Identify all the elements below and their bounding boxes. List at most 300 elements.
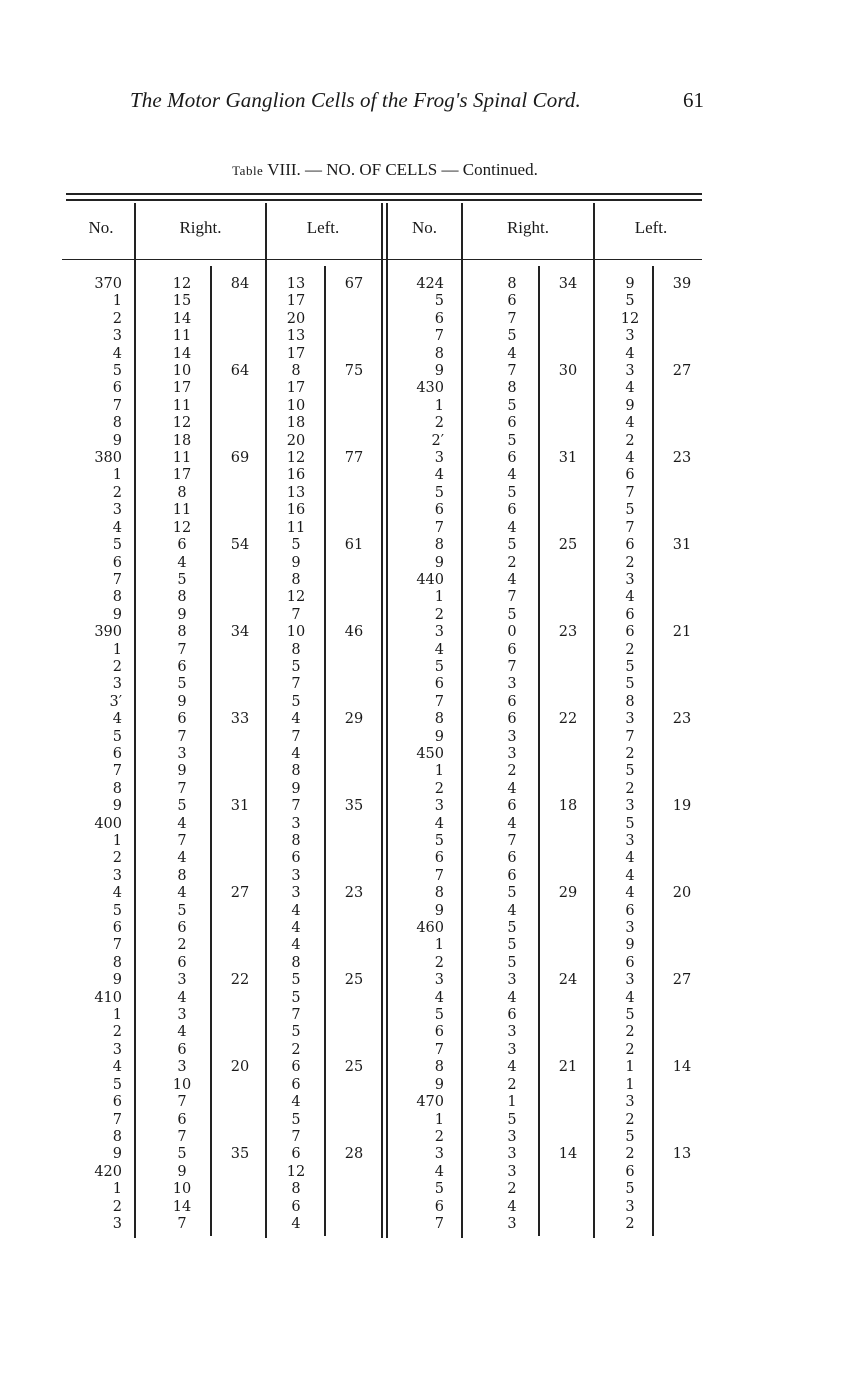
cell-no: 420 — [94, 1163, 122, 1180]
cell-left-count: 3 — [625, 798, 635, 815]
cell-right-count: 4 — [507, 345, 517, 362]
cell-no: 8 — [434, 711, 444, 728]
cell-right-count: 5 — [507, 954, 517, 971]
running-head — [130, 88, 710, 114]
cell-left-count: 5 — [625, 293, 635, 310]
cell-left-count: 10 — [286, 397, 306, 414]
cell-left-count: 7 — [291, 1128, 301, 1145]
cell-left-count: 5 — [291, 537, 301, 554]
cell-no: 400 — [94, 815, 122, 832]
table-caption-label: Table — [232, 163, 264, 178]
group-sum: 29 — [344, 711, 364, 727]
cell-no: 3 — [112, 867, 122, 884]
cell-right-count: 6 — [507, 502, 517, 519]
cell-no: 4 — [434, 989, 444, 1006]
cell-left-count: 3 — [625, 1198, 635, 1215]
cell-left-count: 4 — [625, 450, 635, 467]
header-left-1: Left. — [306, 218, 340, 237]
cell-no: 4 — [434, 467, 444, 484]
cell-left-count: 2 — [625, 745, 635, 762]
cell-right-count: 6 — [177, 920, 187, 937]
cell-right-count: 6 — [507, 798, 517, 815]
cell-no: 7 — [434, 519, 444, 536]
cell-left-count: 5 — [625, 763, 635, 780]
cell-no: 6 — [434, 1198, 444, 1215]
cell-no: 3 — [112, 328, 122, 345]
group-sum: 22 — [230, 972, 250, 988]
cell-right-count: 7 — [177, 1094, 187, 1111]
cell-right-count: 10 — [172, 363, 192, 380]
cell-no: 8 — [112, 954, 122, 971]
cell-right-count: 6 — [177, 954, 187, 971]
cell-right-count: 3 — [177, 745, 187, 762]
vrule-no2 — [461, 203, 463, 1238]
cell-right-count: 12 — [172, 415, 192, 432]
cell-right-count: 8 — [177, 867, 187, 884]
cell-right-count: 14 — [172, 310, 192, 327]
cell-right-count: 11 — [172, 397, 192, 414]
cell-no: 2 — [112, 1198, 122, 1215]
cell-left-count: 8 — [625, 693, 635, 710]
cell-left-count: 3 — [625, 972, 635, 989]
cell-no: 2 — [434, 780, 444, 797]
cell-no: 7 — [112, 1111, 122, 1128]
cell-no: 1 — [434, 763, 444, 780]
cell-right-count: 8 — [507, 276, 517, 292]
group-sum: 34 — [558, 276, 578, 292]
cell-no: 7 — [112, 397, 122, 414]
cell-left-count: 9 — [291, 780, 301, 797]
cell-left-count: 17 — [286, 380, 306, 397]
cell-right-count: 1 — [507, 1094, 517, 1111]
cell-right-count: 6 — [507, 450, 517, 467]
cell-right-count: 7 — [507, 589, 517, 606]
column-left-right — [612, 276, 648, 1233]
cell-left-count: 5 — [291, 972, 301, 989]
cell-left-count: 6 — [291, 850, 301, 867]
cell-right-count: 3 — [507, 1128, 517, 1145]
group-sum: 35 — [230, 1146, 250, 1162]
cell-right-count: 7 — [507, 658, 517, 675]
cell-no: 380 — [94, 450, 122, 467]
cell-left-count: 5 — [625, 815, 635, 832]
cell-no: 450 — [416, 745, 444, 762]
cell-no: 4 — [434, 815, 444, 832]
cell-left-count: 5 — [625, 1181, 635, 1198]
cell-left-count: 6 — [291, 1146, 301, 1163]
cell-no: 3′ — [109, 693, 122, 710]
cell-right-count: 5 — [177, 798, 187, 815]
group-sum: 21 — [672, 624, 692, 640]
column-no-right — [400, 276, 444, 1233]
cell-no: 8 — [434, 885, 444, 902]
cell-left-count: 9 — [625, 397, 635, 414]
cell-left-count: 2 — [625, 641, 635, 658]
cell-right-count: 11 — [172, 450, 192, 467]
cell-right-count: 6 — [507, 415, 517, 432]
cell-no: 8 — [112, 1128, 122, 1145]
group-sum: 69 — [230, 450, 250, 466]
cell-no: 410 — [94, 989, 122, 1006]
header-right-1: Right. — [179, 218, 222, 237]
cell-right-count: 4 — [177, 815, 187, 832]
cell-no: 470 — [416, 1094, 444, 1111]
cell-left-count: 10 — [286, 624, 306, 641]
cell-left-count: 7 — [291, 728, 301, 745]
cell-right-count: 3 — [507, 1163, 517, 1180]
cell-no: 9 — [112, 1146, 122, 1163]
cell-left-count: 5 — [291, 693, 301, 710]
cell-left-count: 5 — [291, 1111, 301, 1128]
cell-no: 8 — [112, 780, 122, 797]
cell-left-count: 2 — [625, 1146, 635, 1163]
cell-right-count: 5 — [177, 676, 187, 693]
cell-right-count: 6 — [177, 1111, 187, 1128]
group-sum: 27 — [672, 363, 692, 379]
cell-right-count: 3 — [507, 1146, 517, 1163]
cell-left-count: 2 — [625, 780, 635, 797]
group-sum: 27 — [672, 972, 692, 988]
cell-no: 5 — [112, 537, 122, 554]
cell-right-count: 7 — [177, 833, 187, 849]
cell-left-count: 2 — [625, 554, 635, 571]
cell-no: 4 — [434, 641, 444, 658]
group-sum: 46 — [344, 624, 364, 640]
cell-left-count: 8 — [291, 1181, 301, 1198]
cell-left-count: 1 — [625, 1076, 635, 1093]
group-sum: 22 — [558, 711, 578, 727]
cell-right-count: 6 — [177, 537, 187, 554]
cell-left-count: 4 — [291, 1094, 301, 1111]
group-sum: 54 — [230, 537, 250, 553]
cell-right-count: 6 — [507, 693, 517, 710]
group-sum: 20 — [672, 885, 692, 901]
cell-no: 2 — [434, 606, 444, 623]
cell-right-count: 2 — [177, 937, 187, 954]
cell-no: 3 — [434, 624, 444, 641]
cell-left-count: 8 — [291, 763, 301, 780]
cell-right-count: 5 — [507, 920, 517, 937]
cell-left-count: 6 — [291, 1198, 301, 1215]
cell-left-count: 4 — [625, 415, 635, 432]
cell-left-count: 3 — [625, 328, 635, 345]
cell-right-count: 3 — [507, 745, 517, 762]
cell-no: 4 — [112, 1059, 122, 1076]
cell-right-count: 6 — [177, 1041, 187, 1058]
cell-left-count: 7 — [291, 606, 301, 623]
group-sum: 64 — [230, 363, 250, 379]
cell-left-count: 5 — [291, 989, 301, 1006]
cell-no: 3 — [434, 798, 444, 815]
cell-no: 370 — [94, 276, 122, 292]
group-sum: 20 — [230, 1059, 250, 1075]
cell-no: 7 — [434, 1041, 444, 1058]
cell-no: 6 — [434, 850, 444, 867]
cell-left-count: 5 — [291, 1024, 301, 1041]
cell-right-count: 18 — [172, 432, 192, 449]
cell-left-count: 3 — [625, 363, 635, 380]
cell-right-count: 3 — [507, 972, 517, 989]
cell-no: 1 — [112, 293, 122, 310]
cell-no: 3 — [434, 1146, 444, 1163]
cell-left-count: 13 — [286, 484, 306, 501]
group-sum: 23 — [672, 711, 692, 727]
group-sum: 30 — [558, 363, 578, 379]
cell-right-count: 7 — [177, 1215, 187, 1232]
cell-left-count: 6 — [625, 624, 635, 641]
cell-no: 9 — [434, 902, 444, 919]
cell-no: 6 — [434, 502, 444, 519]
cell-left-count: 7 — [291, 676, 301, 693]
group-sum: 39 — [672, 276, 692, 292]
cell-right-count: 6 — [507, 711, 517, 728]
cell-left-count: 9 — [291, 554, 301, 571]
cell-no: 440 — [416, 571, 444, 588]
header-no-1: No. — [88, 218, 114, 237]
vrule-double-b — [386, 203, 388, 1238]
cell-left-count: 3 — [625, 833, 635, 849]
cell-right-count: 12 — [172, 276, 192, 292]
cell-right-count: 7 — [507, 833, 517, 849]
cell-left-count: 17 — [286, 345, 306, 362]
cell-no: 2 — [112, 310, 122, 327]
cell-right-count: 5 — [177, 1146, 187, 1163]
cell-right-count: 4 — [507, 519, 517, 536]
vrule-inner-left1 — [324, 266, 326, 1236]
group-sum: 19 — [672, 798, 692, 814]
cell-left-count: 5 — [625, 502, 635, 519]
cell-right-count: 6 — [177, 711, 187, 728]
cell-left-count: 6 — [625, 467, 635, 484]
cell-left-count: 8 — [291, 833, 301, 849]
cell-no: 7 — [434, 1215, 444, 1232]
cell-no: 2 — [434, 1128, 444, 1145]
cell-no: 9 — [434, 554, 444, 571]
cell-right-count: 4 — [177, 554, 187, 571]
cell-right-count: 4 — [177, 885, 187, 902]
cell-left-count: 12 — [286, 450, 306, 467]
cell-no: 9 — [112, 972, 122, 989]
cell-left-count: 5 — [291, 658, 301, 675]
cell-right-count: 10 — [172, 1181, 192, 1198]
cell-no: 5 — [434, 484, 444, 501]
cell-right-count: 9 — [177, 763, 187, 780]
cell-right-count: 5 — [507, 484, 517, 501]
cell-no: 8 — [434, 345, 444, 362]
cell-right-count: 8 — [507, 380, 517, 397]
cell-no: 5 — [112, 728, 122, 745]
cell-no: 9 — [112, 798, 122, 815]
cell-left-count: 18 — [286, 415, 306, 432]
group-sum: 75 — [344, 363, 364, 379]
cell-right-count: 5 — [507, 432, 517, 449]
running-title: The Motor Ganglion Cells of the Frog's Spinal Cord. — [130, 88, 581, 112]
group-sum: 18 — [558, 798, 578, 814]
cell-right-count: 3 — [507, 1024, 517, 1041]
cell-right-count: 17 — [172, 467, 192, 484]
cell-no: 5 — [112, 363, 122, 380]
cell-no: 1 — [112, 467, 122, 484]
cell-no: 2 — [112, 484, 122, 501]
vrule-no1 — [134, 203, 136, 1238]
cell-no: 1 — [112, 641, 122, 658]
cell-left-count: 2 — [625, 1111, 635, 1128]
cell-right-count: 5 — [507, 937, 517, 954]
cell-no: 3 — [112, 1215, 122, 1232]
cell-no: 9 — [434, 1076, 444, 1093]
cell-right-count: 3 — [507, 728, 517, 745]
cell-left-count: 2 — [625, 432, 635, 449]
cell-no: 424 — [416, 276, 444, 292]
cell-right-count: 8 — [177, 624, 187, 641]
cell-left-count: 2 — [291, 1041, 301, 1058]
cell-no: 3 — [112, 1041, 122, 1058]
cell-no: 2 — [112, 850, 122, 867]
vrule-inner-left2 — [652, 266, 654, 1236]
group-sum: 29 — [558, 885, 578, 901]
cell-no: 7 — [112, 571, 122, 588]
cell-left-count: 8 — [291, 571, 301, 588]
cell-left-count: 3 — [625, 571, 635, 588]
cell-no: 1 — [434, 1111, 444, 1128]
cell-no: 7 — [112, 937, 122, 954]
cell-right-count: 4 — [507, 1059, 517, 1076]
cell-left-count: 12 — [286, 1163, 306, 1180]
cell-right-count: 7 — [177, 1128, 187, 1145]
vrule-right1 — [265, 203, 267, 1238]
cell-left-count: 12 — [620, 310, 640, 327]
cell-no: 9 — [434, 363, 444, 380]
cell-left-count: 4 — [291, 745, 301, 762]
cell-left-count: 11 — [286, 519, 306, 536]
cell-right-count: 5 — [507, 328, 517, 345]
cell-no: 2 — [434, 415, 444, 432]
cell-no: 5 — [434, 1007, 444, 1024]
cell-no: 5 — [434, 833, 444, 849]
cell-right-count: 9 — [177, 693, 187, 710]
cell-right-count: 6 — [507, 850, 517, 867]
cell-left-count: 7 — [625, 728, 635, 745]
cell-no: 1 — [434, 937, 444, 954]
cell-left-count: 7 — [291, 798, 301, 815]
cell-left-count: 1 — [625, 1059, 635, 1076]
cell-left-count: 6 — [625, 954, 635, 971]
cell-left-count: 4 — [625, 380, 635, 397]
cell-left-count: 6 — [291, 1059, 301, 1076]
group-sum: 25 — [344, 972, 364, 988]
cell-no: 1 — [112, 1007, 122, 1024]
vrule-double-a — [381, 203, 383, 1238]
cell-left-count: 9 — [625, 937, 635, 954]
cell-no: 1 — [112, 833, 122, 849]
cell-left-count: 20 — [286, 432, 306, 449]
cell-left-count: 4 — [625, 589, 635, 606]
cell-no: 3 — [434, 972, 444, 989]
cell-no: 4 — [112, 885, 122, 902]
cell-left-count: 9 — [625, 276, 635, 292]
top-rule-1 — [66, 193, 702, 195]
group-sum: 24 — [558, 972, 578, 988]
cell-right-count: 12 — [172, 519, 192, 536]
group-sum: 61 — [344, 537, 364, 553]
cell-left-count: 7 — [625, 519, 635, 536]
cell-right-count: 3 — [507, 1041, 517, 1058]
cell-right-count: 5 — [507, 606, 517, 623]
cell-no: 3 — [112, 676, 122, 693]
cell-right-count: 3 — [507, 676, 517, 693]
group-sum: 67 — [344, 276, 364, 292]
cell-right-count: 3 — [177, 1007, 187, 1024]
cell-right-count: 2 — [507, 554, 517, 571]
cell-right-count: 4 — [507, 1198, 517, 1215]
cell-left-count: 4 — [291, 902, 301, 919]
cell-no: 3 — [434, 450, 444, 467]
cell-no: 430 — [416, 380, 444, 397]
cell-right-count: 3 — [177, 1059, 187, 1076]
cell-right-count: 6 — [507, 867, 517, 884]
cell-no: 4 — [112, 345, 122, 362]
cell-left-count: 8 — [291, 641, 301, 658]
cell-no: 6 — [112, 920, 122, 937]
cell-right-count: 5 — [507, 1111, 517, 1128]
column-left-left — [278, 276, 314, 1233]
cell-left-count: 4 — [291, 1215, 301, 1232]
cell-right-count: 2 — [507, 1181, 517, 1198]
cell-right-count: 4 — [177, 1024, 187, 1041]
cell-left-count: 5 — [625, 1007, 635, 1024]
cell-no: 4 — [112, 519, 122, 536]
group-sum: 33 — [230, 711, 250, 727]
cell-right-count: 4 — [177, 989, 187, 1006]
group-sum: 28 — [344, 1146, 364, 1162]
group-sum: 23 — [672, 450, 692, 466]
cell-right-count: 4 — [177, 850, 187, 867]
cell-left-count: 4 — [291, 920, 301, 937]
cell-no: 9 — [434, 728, 444, 745]
cell-no: 6 — [112, 554, 122, 571]
cell-right-count: 6 — [507, 293, 517, 310]
group-sum: 14 — [672, 1059, 692, 1075]
group-sum: 31 — [558, 450, 578, 466]
cell-right-count: 3 — [177, 972, 187, 989]
group-sum: 23 — [344, 885, 364, 901]
cell-right-count: 5 — [507, 397, 517, 414]
cell-right-count: 7 — [177, 780, 187, 797]
cell-right-count: 9 — [177, 606, 187, 623]
cell-no: 5 — [112, 1076, 122, 1093]
cell-left-count: 4 — [625, 850, 635, 867]
column-right-right — [494, 276, 530, 1233]
vrule-right2 — [593, 203, 595, 1238]
cell-left-count: 8 — [291, 363, 301, 380]
group-sum: 84 — [230, 276, 250, 292]
cell-left-count: 2 — [625, 1041, 635, 1058]
cell-left-count: 5 — [625, 1128, 635, 1145]
group-sum: 77 — [344, 450, 364, 466]
cell-no: 7 — [434, 693, 444, 710]
cell-right-count: 5 — [507, 885, 517, 902]
cell-left-count: 17 — [286, 293, 306, 310]
cell-no: 390 — [94, 624, 122, 641]
cell-left-count: 7 — [291, 1007, 301, 1024]
header-right-2: Right. — [506, 218, 550, 237]
cell-left-count: 4 — [625, 345, 635, 362]
cell-right-count: 11 — [172, 328, 192, 345]
cell-left-count: 3 — [625, 711, 635, 728]
cell-no: 3 — [112, 502, 122, 519]
group-sum: 31 — [672, 537, 692, 553]
group-sum: 25 — [558, 537, 578, 553]
